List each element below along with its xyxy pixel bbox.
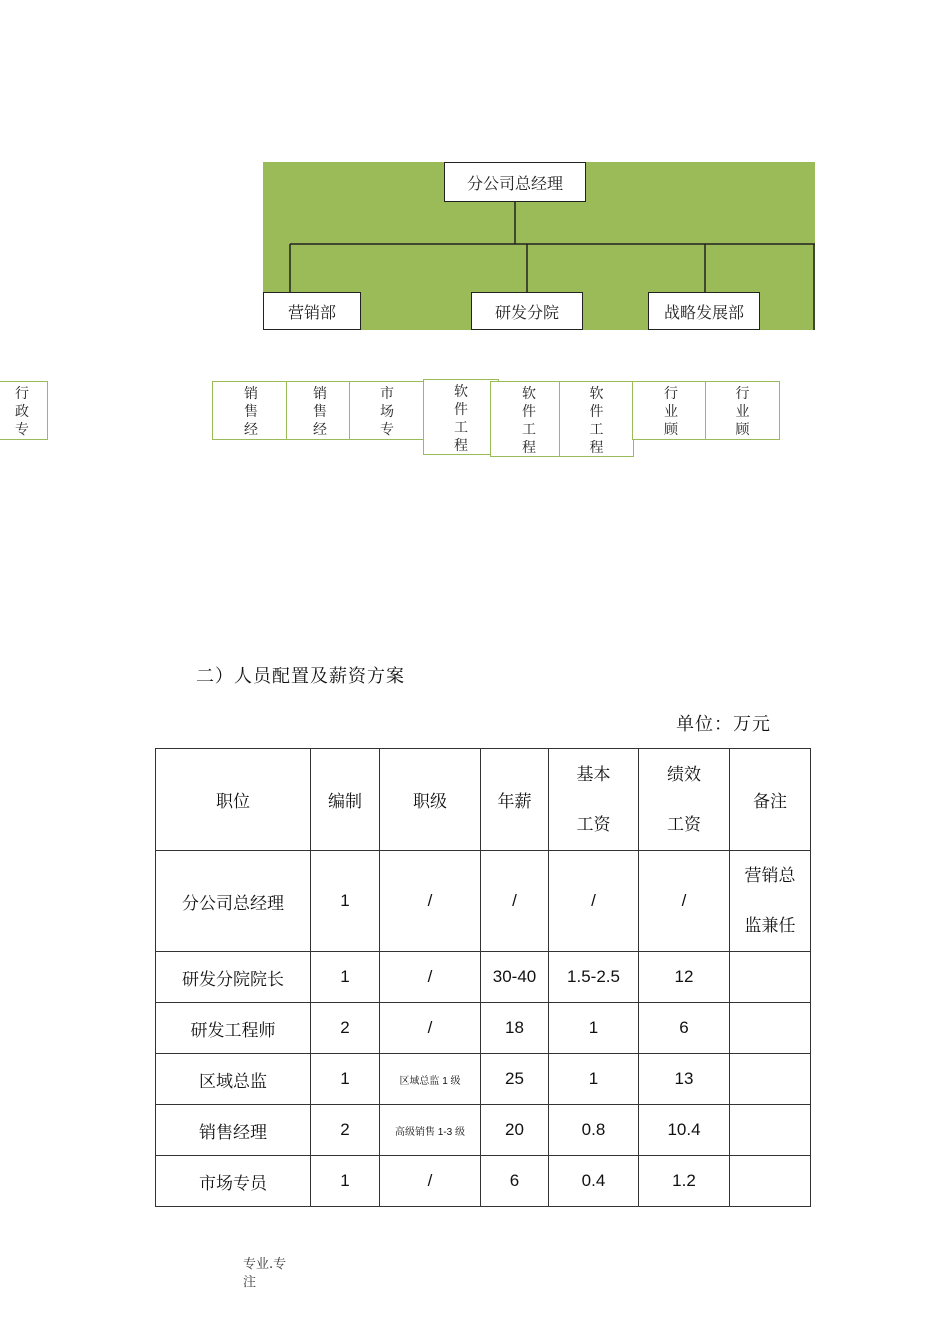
org-position-cell: [286, 381, 354, 440]
cell-note: [730, 851, 811, 952]
table-row: [156, 952, 811, 1003]
cell-position: 研发工程师: [156, 1003, 311, 1054]
org-position-cell: [559, 381, 634, 457]
cell-headcount: 2: [311, 1003, 380, 1054]
cell-grade: 区域总监 1 级: [380, 1054, 481, 1105]
org-position-label: 销售经: [313, 386, 327, 438]
org-position-label: 行业顾: [664, 386, 678, 438]
cell-perf: 6: [639, 1003, 730, 1054]
header-grade: 职级: [380, 749, 481, 851]
cell-base: 1: [549, 1003, 639, 1054]
org-position-label: 销售经: [244, 386, 258, 438]
cell-headcount: 1: [311, 851, 380, 952]
header-base-line1: 基本: [576, 764, 611, 784]
table-row: [156, 1105, 811, 1156]
org-position-cell: [349, 381, 425, 440]
cell-perf: 12: [639, 952, 730, 1003]
header-perf-salary: [639, 749, 730, 851]
cell-grade: 高级销售 1-3 级: [380, 1105, 481, 1156]
cell-annual: 18: [481, 1003, 549, 1054]
cell-annual: 30-40: [481, 952, 549, 1003]
footer-line1: 专业.专: [243, 1257, 287, 1272]
cell-perf: /: [639, 851, 730, 952]
org-position-label: 软件工程: [589, 386, 604, 456]
cell-headcount: 2: [311, 1105, 380, 1156]
org-position-cell: [705, 381, 780, 440]
header-headcount: 编制: [311, 749, 380, 851]
cell-perf: 1.2: [639, 1156, 730, 1207]
org-position-cell: [490, 381, 568, 457]
org-dept-strategy: 战略发展部: [648, 292, 760, 330]
cell-note: [730, 1105, 811, 1156]
header-note: 备注: [730, 749, 811, 851]
cell-note: [730, 1156, 811, 1207]
org-position-label: 行政专: [15, 386, 29, 438]
cell-headcount: 1: [311, 952, 380, 1003]
page-footer: [243, 1256, 286, 1292]
cell-grade: /: [380, 1156, 481, 1207]
footer-line2: 注: [243, 1275, 257, 1290]
cell-headcount: 1: [311, 1054, 380, 1105]
cell-grade: /: [380, 952, 481, 1003]
org-top-box: 分公司总经理: [444, 162, 586, 202]
cell-position: 分公司总经理: [156, 851, 311, 952]
cell-base: /: [549, 851, 639, 952]
note-line2: 监兼任: [744, 916, 796, 935]
table-row: [156, 1156, 811, 1207]
org-position-cell: [212, 381, 290, 440]
table-row: [156, 1003, 811, 1054]
table-row: [156, 851, 811, 952]
header-perf-line1: 绩效: [667, 764, 701, 784]
cell-note: [730, 1003, 811, 1054]
cell-annual: /: [481, 851, 549, 952]
org-position-cell: [632, 381, 710, 440]
section-title: 二）人员配置及薪资方案: [196, 666, 405, 687]
org-position-label: 市场专: [380, 386, 394, 438]
org-chart: [263, 162, 815, 330]
cell-base: 0.8: [549, 1105, 639, 1156]
cell-annual: 20: [481, 1105, 549, 1156]
table-header-row: [156, 749, 811, 851]
header-position: 职位: [156, 749, 311, 851]
org-position-cell: [0, 381, 48, 440]
cell-base: 1: [549, 1054, 639, 1105]
org-dept-rnd: 研发分院: [471, 292, 583, 330]
note-line1: 营销总: [744, 866, 796, 885]
salary-table: [155, 748, 811, 1207]
cell-headcount: 1: [311, 1156, 380, 1207]
cell-annual: 25: [481, 1054, 549, 1105]
header-base-line2: 工资: [576, 814, 611, 834]
org-position-label: 软件工程: [454, 384, 468, 454]
cell-annual: 6: [481, 1156, 549, 1207]
cell-base: 0.4: [549, 1156, 639, 1207]
header-annual: 年薪: [481, 749, 549, 851]
cell-grade: /: [380, 1003, 481, 1054]
org-position-label: 行业顾: [735, 386, 750, 438]
cell-position: 市场专员: [156, 1156, 311, 1207]
org-position-label: 软件工程: [522, 386, 536, 456]
cell-note: [730, 952, 811, 1003]
cell-position: 销售经理: [156, 1105, 311, 1156]
cell-base: 1.5-2.5: [549, 952, 639, 1003]
cell-perf: 13: [639, 1054, 730, 1105]
cell-position: 研发分院院长: [156, 952, 311, 1003]
header-perf-line2: 工资: [667, 814, 701, 834]
table-row: [156, 1054, 811, 1105]
header-base-salary: [549, 749, 639, 851]
cell-note: [730, 1054, 811, 1105]
cell-perf: 10.4: [639, 1105, 730, 1156]
cell-grade: /: [380, 851, 481, 952]
unit-label: 单位：万元: [676, 714, 771, 735]
org-position-cell: [423, 379, 499, 455]
cell-position: 区域总监: [156, 1054, 311, 1105]
org-dept-marketing: 营销部: [263, 292, 361, 330]
